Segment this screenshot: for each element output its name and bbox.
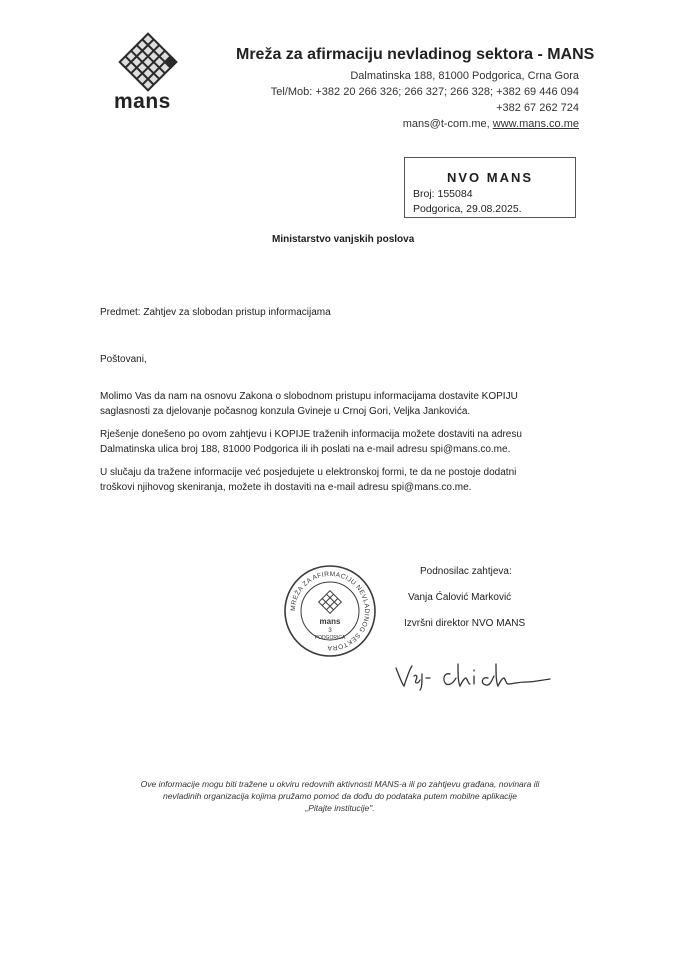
phone-line-2: +382 67 262 724 [496,102,579,114]
stamp-date: Podgorica, 29.08.2025. [413,203,522,215]
stamp-center-word: mans [319,617,341,626]
paragraph-3 [100,465,516,495]
footer-line: Ove informacije mogu biti tražene u okviru redovnih aktivnosti MANS-a ili po zahtjevu građana, novinara ili [140,779,540,789]
paragraph-line: U slučaju da tražene informacije već posjedujete u elektronskoj formi, te da ne postoje dodatni [100,467,517,478]
signatory-title: Izvršni direktor NVO MANS [404,618,526,629]
paragraph-2 [100,427,522,457]
stamp-ring-text: MREŽA ZA AFIRMACIJU NEVLADINOG SEKTORA [289,570,371,652]
paragraph-line: troškovi njihovog skeniranja, možete ih dostaviti na e-mail adresu spi@mans.co.me. [100,482,472,493]
footer-note [92,778,588,814]
address-line: Dalmatinska 188, 81000 Podgorica, Crna Gora [350,70,579,82]
footer-line: nevladinih organizacija kojima pružamo pomoć da dođu do podataka putem mobilne aplikacije [163,791,517,801]
round-stamp-icon [283,564,377,658]
paragraph-line: saglasnosti za djelovanje počasnog konzula Gvineje u Crnoj Gori, Veljka Jankovića. [100,406,471,417]
website-link[interactable]: www.mans.co.me [492,118,579,130]
signatory-name: Vanja Ćalović Marković [408,592,512,603]
subject-line: Predmet: Zahtjev za slobodan pristup informacijama [100,307,331,318]
stamp-title: NVO MANS [446,170,534,185]
greeting: Poštovani, [100,354,147,365]
contact-separator: , [486,118,493,130]
email-link[interactable]: mans@t-com.me [402,118,487,130]
paragraph-line: Molimo Vas da nam na osnovu Zakona o slobodnom pristupu informacijama dostavite KOPIJU [100,391,518,402]
organization-name: Mreža za afirmaciju nevladinog sektora - MANS [236,46,595,63]
signature-label: Podnosilac zahtjeva: [420,566,512,577]
paragraph-line: Dalmatinska ulica broj 188, 81000 Podgorica ili ih poslati na e-mail adresu spi@mans.co.me. [100,444,511,455]
paragraph-1 [100,389,518,419]
logo-wordmark: mans [114,90,171,113]
stamp-number-mark: 3 [328,628,332,634]
registration-stamp [404,157,576,218]
phone-line-1: Tel/Mob: +382 20 266 326; 266 327; 266 328; +382 69 446 094 [270,86,579,98]
contact-line [403,118,579,130]
stamp-number: Broj: 155084 [413,188,473,200]
paragraph-line: Rješenje donešeno po ovom zahtjevu i KOPIJE traženih informacija možete dostaviti na adresu [100,429,522,440]
footer-line: „Pitajte institucije". [305,803,375,813]
recipient: Ministarstvo vanjskih poslova [272,234,415,245]
stamp-city: PODGORICA [314,635,346,641]
handwritten-signature [392,658,564,692]
